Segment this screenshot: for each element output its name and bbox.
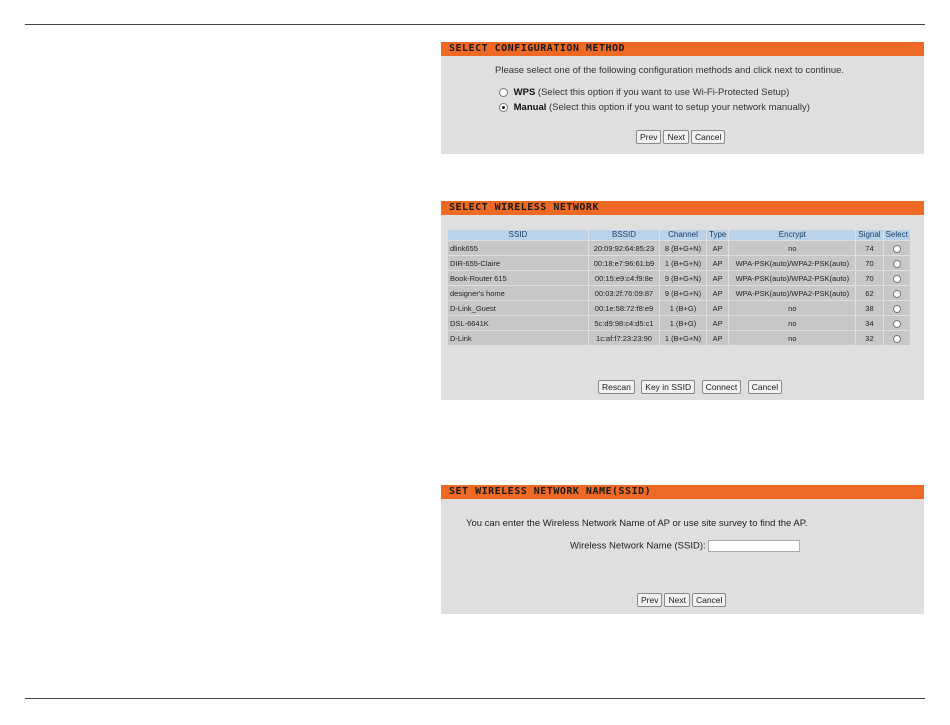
table-row[interactable] — [448, 271, 910, 285]
bottom-divider — [25, 698, 925, 699]
config-method-panel — [441, 42, 924, 154]
table-row[interactable] — [448, 316, 910, 330]
channel-cell: 9 (B+G+N) — [660, 271, 706, 285]
encrypt-cell: no — [729, 316, 855, 330]
table-row[interactable] — [448, 331, 910, 345]
ssid-cell: designer's home — [448, 286, 588, 300]
wps-option[interactable] — [499, 87, 789, 98]
table-row[interactable] — [448, 301, 910, 315]
type-cell: AP — [707, 256, 728, 270]
next-button[interactable]: Next — [663, 130, 688, 144]
prev-button[interactable]: Prev — [636, 130, 661, 144]
ssid-cell: Book-Router 615 — [448, 271, 588, 285]
select-cell[interactable] — [884, 256, 910, 270]
manual-radio[interactable] — [499, 103, 508, 112]
select-cell[interactable] — [884, 286, 910, 300]
type-cell: AP — [707, 301, 728, 315]
next-button[interactable]: Next — [664, 593, 689, 607]
channel-cell: 8 (B+G+N) — [660, 241, 706, 255]
type-cell: AP — [707, 286, 728, 300]
select-cell[interactable] — [884, 271, 910, 285]
bssid-cell: 1c:af:f7:23:23:90 — [589, 331, 659, 345]
select-cell[interactable] — [884, 316, 910, 330]
channel-cell: 1 (B+G+N) — [660, 256, 706, 270]
top-divider — [25, 24, 925, 25]
signal-cell: 34 — [856, 316, 882, 330]
col-signal: Signal — [858, 230, 881, 239]
bssid-cell: 00:18:e7:96:61:b9 — [589, 256, 659, 270]
col-bssid: BSSID — [589, 230, 659, 240]
channel-cell: 1 (B+G+N) — [660, 331, 706, 345]
cancel-button[interactable]: Cancel — [691, 130, 725, 144]
instruction-text: Please select one of the following configuration methods and click next to continue. — [495, 65, 845, 76]
wps-description: (Select this option if you want to use Wi-Fi-Protected Setup) — [537, 87, 790, 98]
table-row[interactable] — [448, 286, 910, 300]
type-cell: AP — [707, 241, 728, 255]
ssid-input[interactable] — [708, 540, 800, 552]
encrypt-cell: no — [729, 331, 855, 345]
wps-label: WPS — [513, 87, 536, 98]
select-cell[interactable] — [884, 331, 910, 345]
panel-title: SELECT CONFIGURATION METHOD — [441, 42, 924, 56]
manual-label: Manual — [513, 102, 547, 113]
network-select-radio[interactable] — [893, 320, 901, 328]
instruction-text: You can enter the Wireless Network Name of AP or use site survey to find the AP. — [466, 518, 808, 529]
bssid-cell: 00:1e:58:72:f8:e9 — [589, 301, 659, 315]
rescan-button[interactable]: Rescan — [598, 380, 635, 394]
bssid-cell: 00:15:e9:c4:f9:8e — [589, 271, 659, 285]
ssid-cell: D-Link — [448, 331, 588, 345]
col-ssid: SSID — [448, 230, 588, 240]
col-channel: Channel — [660, 230, 706, 240]
ssid-cell: DSL-6641K — [448, 316, 588, 330]
network-select-radio[interactable] — [893, 290, 901, 298]
channel-cell: 9 (B+G+N) — [660, 286, 706, 300]
manual-option[interactable] — [499, 102, 810, 113]
network-select-radio[interactable] — [893, 275, 901, 283]
network-table — [447, 229, 911, 346]
signal-cell: 70 — [856, 271, 882, 285]
bssid-cell: 5c:d9:98:c4:d5:c1 — [589, 316, 659, 330]
signal-cell: 74 — [856, 241, 882, 255]
network-select-radio[interactable] — [893, 335, 901, 343]
select-cell[interactable] — [884, 241, 910, 255]
encrypt-cell: WPA-PSK(auto)/WPA2-PSK(auto) — [729, 286, 855, 300]
encrypt-cell: WPA-PSK(auto)/WPA2-PSK(auto) — [729, 256, 855, 270]
table-row[interactable] — [448, 241, 910, 255]
prev-button[interactable]: Prev — [637, 593, 662, 607]
signal-cell: 62 — [856, 286, 882, 300]
panel-title: SELECT WIRELESS NETWORK — [441, 201, 924, 215]
type-cell: AP — [707, 316, 728, 330]
encrypt-cell: WPA-PSK(auto)/WPA2-PSK(auto) — [729, 271, 855, 285]
table-row[interactable] — [448, 256, 910, 270]
channel-cell: 1 (B+G) — [660, 301, 706, 315]
cancel-button[interactable]: Cancel — [692, 593, 726, 607]
cancel-button[interactable]: Cancel — [748, 380, 782, 394]
wireless-network-panel — [441, 201, 924, 400]
ssid-field-label: Wireless Network Name (SSID): — [570, 540, 706, 552]
bssid-cell: 00:03:2f:76:09:87 — [589, 286, 659, 300]
encrypt-cell: no — [729, 301, 855, 315]
key-in-ssid-button[interactable]: Key in SSID — [641, 380, 695, 394]
ssid-cell: dlink655 — [448, 241, 588, 255]
network-select-radio[interactable] — [893, 245, 901, 253]
network-select-radio[interactable] — [893, 260, 901, 268]
channel-cell: 1 (B+G) — [660, 316, 706, 330]
ssid-cell: DIR-655-Claire — [448, 256, 588, 270]
type-cell: AP — [707, 331, 728, 345]
ssid-cell: D-Link_Guest — [448, 301, 588, 315]
manual-description: (Select this option if you want to setup your network manually) — [549, 102, 810, 113]
type-cell: AP — [707, 271, 728, 285]
col-encrypt: Encrypt — [729, 230, 855, 240]
wps-radio[interactable] — [499, 88, 508, 97]
network-select-radio[interactable] — [893, 305, 901, 313]
ssid-panel — [441, 485, 924, 614]
signal-cell: 32 — [856, 331, 882, 345]
connect-button[interactable]: Connect — [702, 380, 742, 394]
panel-title: SET WIRELESS NETWORK NAME(SSID) — [441, 485, 924, 499]
bssid-cell: 20:09:92:64:85:23 — [589, 241, 659, 255]
encrypt-cell: no — [729, 241, 855, 255]
col-type: Type — [709, 230, 727, 239]
select-cell[interactable] — [884, 301, 910, 315]
signal-cell: 38 — [856, 301, 882, 315]
col-select: Select — [885, 230, 908, 239]
signal-cell: 70 — [856, 256, 882, 270]
